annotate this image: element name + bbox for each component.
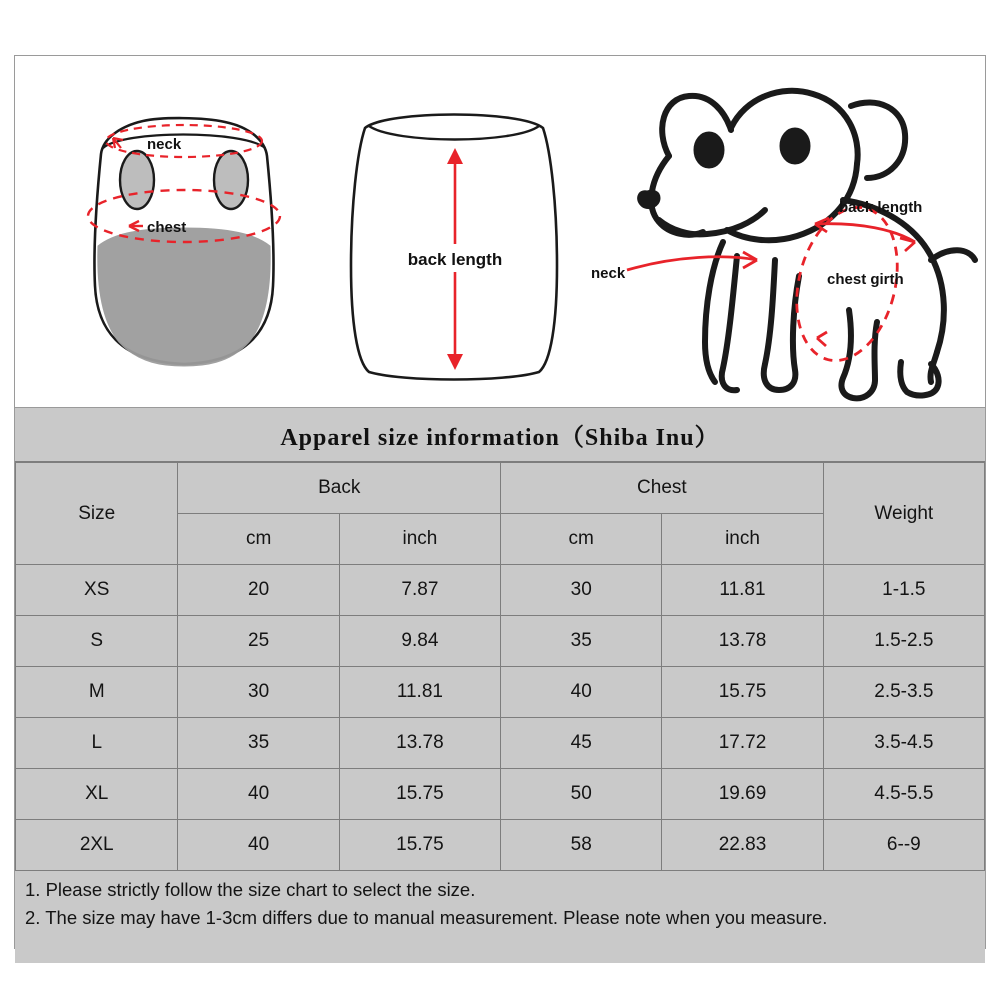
dog-back-length-label: back length [839,199,923,216]
cell-back-cm: 30 [178,667,339,718]
size-information-table [15,462,985,871]
header-chest-inch: inch [662,514,823,565]
note-line-1: 1. Please strictly follow the size chart to select the size. [25,879,476,900]
dog-left-eye [695,133,723,167]
neck-label-front: neck [147,136,182,153]
table-row [16,769,985,820]
cell-weight: 1.5-2.5 [823,616,984,667]
dog-nose [639,191,659,207]
header-chest-cm: cm [501,514,662,565]
dog-chest-girth-label: chest girth [827,271,904,288]
garment-front-illustration [43,66,323,396]
table-row [16,820,985,871]
notes-section [15,871,985,963]
garment-shaded-area [98,228,270,366]
note-line-2: 2. The size may have 1-3cm differs due to manual measurement. Please note when you measure. [25,907,828,929]
cell-weight: 6--9 [823,820,984,871]
cell-size: S [16,616,178,667]
chest-label-front: chest [147,219,187,236]
table-header-row-groups [16,463,985,514]
table-title-band [15,408,985,462]
cell-size: XL [16,769,178,820]
header-size: Size [16,463,178,565]
cell-chest-inch: 22.83 [662,820,823,871]
dog-illustration [585,60,983,406]
header-back: Back [178,463,501,514]
header-back-inch: inch [339,514,500,565]
dog-neck-label: neck [591,265,626,282]
table-row [16,667,985,718]
dog-tail [931,250,975,260]
dog-chest-girth-arrow [817,332,827,346]
garment-front-svg [43,66,323,396]
cell-chest-inch: 19.69 [662,769,823,820]
table-row [16,565,985,616]
cell-chest-inch: 11.81 [662,565,823,616]
cell-back-inch: 11.81 [339,667,500,718]
cell-chest-cm: 58 [501,820,662,871]
cell-back-cm: 40 [178,769,339,820]
dog-front-leg [764,260,799,390]
left-leg-hole [120,151,154,209]
cell-size: L [16,718,178,769]
table-row [16,718,985,769]
cell-chest-inch: 17.72 [662,718,823,769]
cell-back-inch: 13.78 [339,718,500,769]
cell-chest-cm: 40 [501,667,662,718]
dog-jaw [727,164,857,240]
cell-back-cm: 25 [178,616,339,667]
cell-size: 2XL [16,820,178,871]
cell-back-inch: 15.75 [339,820,500,871]
cell-chest-cm: 35 [501,616,662,667]
cell-chest-cm: 50 [501,769,662,820]
illustration-band [15,56,985,408]
header-chest: Chest [501,463,824,514]
cell-chest-cm: 45 [501,718,662,769]
size-chart-frame [14,55,986,949]
cell-size: M [16,667,178,718]
cell-chest-inch: 13.78 [662,616,823,667]
dog-muzzle-bottom [659,210,765,234]
dog-right-eye [781,129,809,163]
table-row [16,616,985,667]
cell-back-inch: 15.75 [339,769,500,820]
dog-chest-line [705,242,723,382]
dog-hind-leg [841,310,877,398]
cell-chest-cm: 30 [501,565,662,616]
cell-weight: 4.5-5.5 [823,769,984,820]
cell-back-cm: 40 [178,820,339,871]
cell-back-cm: 20 [178,565,339,616]
header-back-cm: cm [178,514,339,565]
cell-chest-inch: 15.75 [662,667,823,718]
garment-back-illustration [325,66,585,396]
dog-front-leg-2 [722,256,737,390]
cell-back-cm: 35 [178,718,339,769]
cell-weight: 1-1.5 [823,565,984,616]
cell-back-inch: 9.84 [339,616,500,667]
right-leg-hole [214,151,248,209]
cell-back-inch: 7.87 [339,565,500,616]
dog-svg [585,60,983,406]
cell-size: XS [16,565,178,616]
back-length-label: back length [407,250,503,269]
cell-weight: 2.5-3.5 [823,667,984,718]
garment-back-svg [325,66,585,396]
page-title: Apparel size information（Shiba Inu） [280,425,720,451]
header-weight: Weight [823,463,984,565]
cell-weight: 3.5-4.5 [823,718,984,769]
